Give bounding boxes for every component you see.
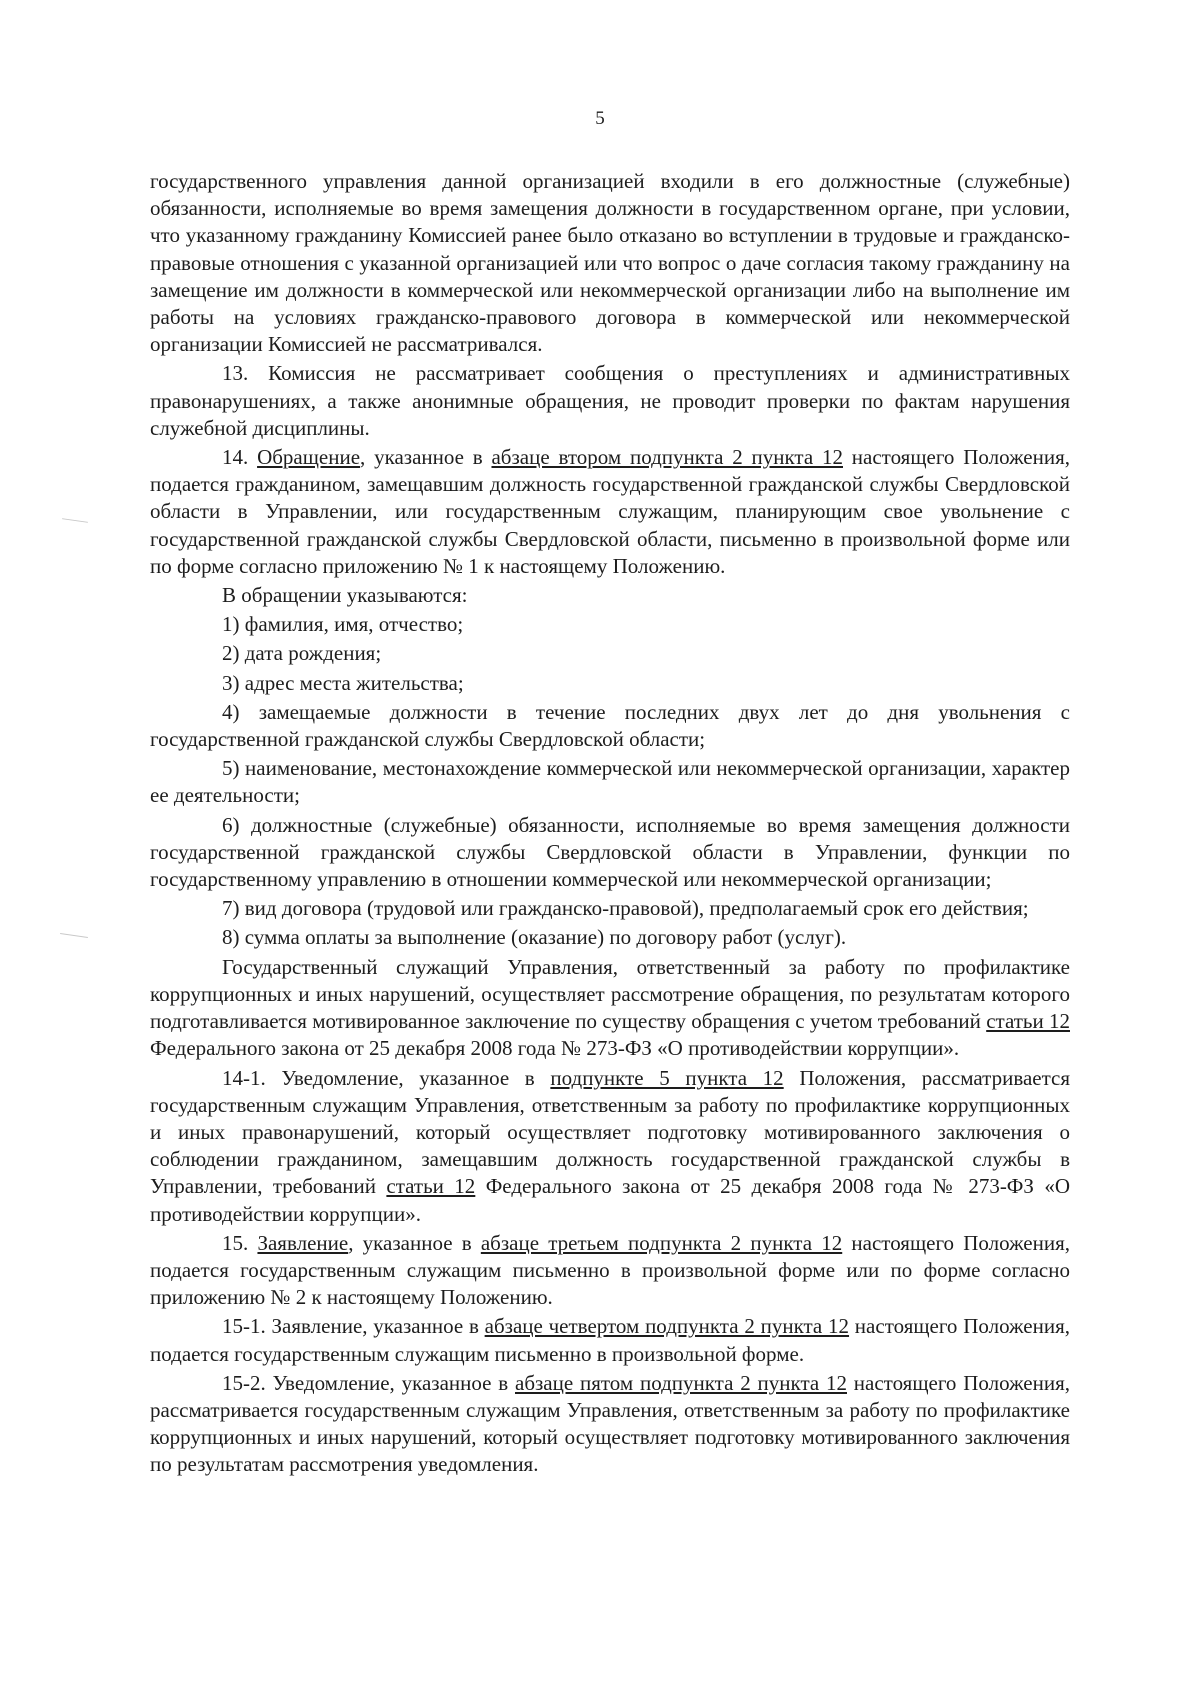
scan-mark [60,933,88,938]
link-abzac-pyatom[interactable]: абзаце пятом подпункта 2 пункта 12 [515,1370,847,1395]
list-item-8: 8) сумма оплаты за выполнение (оказание) по договору работ (услуг). [222,925,847,950]
paragraph-14-text: , указанное в [360,445,492,470]
paragraph-gos-text: Федерального закона от 25 декабря 2008 года № 273-ФЗ «О противодействии коррупции». [150,1036,960,1061]
paragraph-14-1-text: 14-1. Уведомление, указанное в [222,1065,551,1090]
paragraph-14-1-text: Положения, рассматривается государственным служащим Управления, ответственным за работу по профилактике коррупционных и иных правонарушений, который осуществляет подготовку мотивированного заключения о соблюдении гражданином, замещавшим должность государственной гражданской службы в Управлении, требований [150,1065,1071,1199]
paragraph-15-2-text: настоящего Положения, рассматривается государственным служащим Управления, ответственным за работу по профилактике коррупционных и иных нарушений, который осуществляет подготовку мотивированного заключения по результатам рассмотрения уведомления. [150,1370,1071,1477]
list-item-7: 7) вид договора (трудовой или гражданско-правовой), предполагаемый срок его действия; [222,896,1029,921]
paragraph-15 [150,1230,1070,1312]
link-abzac-tretem[interactable]: абзаце третьем подпункта 2 пункта 12 [480,1230,843,1255]
paragraph-15-1 [150,1313,1070,1367]
paragraph-15-number: 15. [222,1230,258,1255]
paragraph-15-text: настоящего Положения, подается государственным служащим письменно в произвольной форме или по форме согласно приложению № 2 к настоящему Положению. [150,1230,1071,1310]
link-abzac-chetvertom[interactable]: абзаце четвертом подпункта 2 пункта 12 [484,1314,850,1339]
paragraph-14 [150,444,1070,580]
paragraph-14-text: настоящего Положения, подается гражданином, замещавшим должность государственной гражданской службы Свердловской области в Управлении, или государственным служащим, планирующим свое увольнение с государственной гражданской службы Свердловской области, письменно в произвольной форме или по форме согласно приложению № 1 к настоящему Положению. [150,445,1071,578]
paragraph-15-1-text: 15-1. Заявление, указанное в [222,1314,485,1339]
link-obrashchenie[interactable]: Обращение [257,445,361,470]
paragraph-15-text: , указанное в [348,1230,481,1255]
scan-mark [62,518,88,523]
paragraph-14-1-text: Федерального закона от 25 декабря 2008 года № 273-ФЗ «О противодействии коррупции». [150,1174,1070,1226]
link-abzac-vtorom[interactable]: абзаце втором подпункта 2 пункта 12 [491,445,843,470]
paragraph-14-intro: В обращении указываются: [222,583,468,608]
link-zayavlenie[interactable]: Заявление [257,1230,349,1255]
list-item-5: 5) наименование, местонахождение коммерческой или некоммерческой организации, характер ее деятельности; [150,756,1070,808]
paragraph-14-1 [150,1065,1070,1228]
list-item-1: 1) фамилия, имя, отчество; [222,612,464,637]
document-body [150,168,1070,1479]
list-item-4: 4) замещаемые должности в течение последних двух лет до дня увольнения с государственной гражданской службы Свердловской области; [150,699,1070,752]
link-podpunkt-5[interactable]: подпункте 5 пункта 12 [550,1065,784,1090]
paragraph-15-2-text: 15-2. Уведомление, указанное в [222,1370,515,1395]
paragraph-15-2 [150,1370,1070,1479]
page-number: 5 [595,108,605,129]
link-statya-12[interactable]: статьи 12 [986,1009,1070,1034]
paragraph-gos-text: Государственный служащий Управления, ответственный за работу по профилактике коррупционных и иных нарушений, осуществляет рассмотрение обращения, по результатам которого подготавливается мотивированное заключение по существу обращения с учетом требований [150,954,1070,1034]
link-statya-12[interactable]: статьи 12 [386,1174,476,1199]
paragraph-13: 13. Комиссия не рассматривает сообщения о преступлениях и административных правонарушениях, а также анонимные обращения, не проводит проверки по фактам нарушения служебной дисциплины. [150,361,1070,440]
paragraph-14-number: 14. [222,445,258,470]
paragraph-continuation: государственного управления данной организацией входили в его должностные (служебные) обязанности, исполняемые во время замещения должности в государственном органе, при условии, что указанному гражданину Комиссией ранее было отказано во вступлении в трудовые и гражданско-правовые отношения с указанной организацией или что вопрос о даче согласия такому гражданину на замещение им должности в коммерческой или некоммерческой организации либо на выполнение им работы на условиях гражданско-правового договора в коммерческой или некоммерческой организации Комиссией не рассматривался. [150,169,1070,357]
paragraph-15-1-text: настоящего Положения, подается государственным служащим письменно в произвольной форме. [150,1314,1070,1366]
paragraph-gos-sluzhashchiy [150,954,1070,1063]
list-item-2: 2) дата рождения; [222,641,382,666]
list-item-3: 3) адрес места жительства; [222,670,464,695]
list-item-6: 6) должностные (служебные) обязанности, исполняемые во время замещения должности государственной гражданской службы Свердловской области в Управлении, функции по государственному управлению в отношении коммерческой или некоммерческой организации; [150,812,1070,892]
